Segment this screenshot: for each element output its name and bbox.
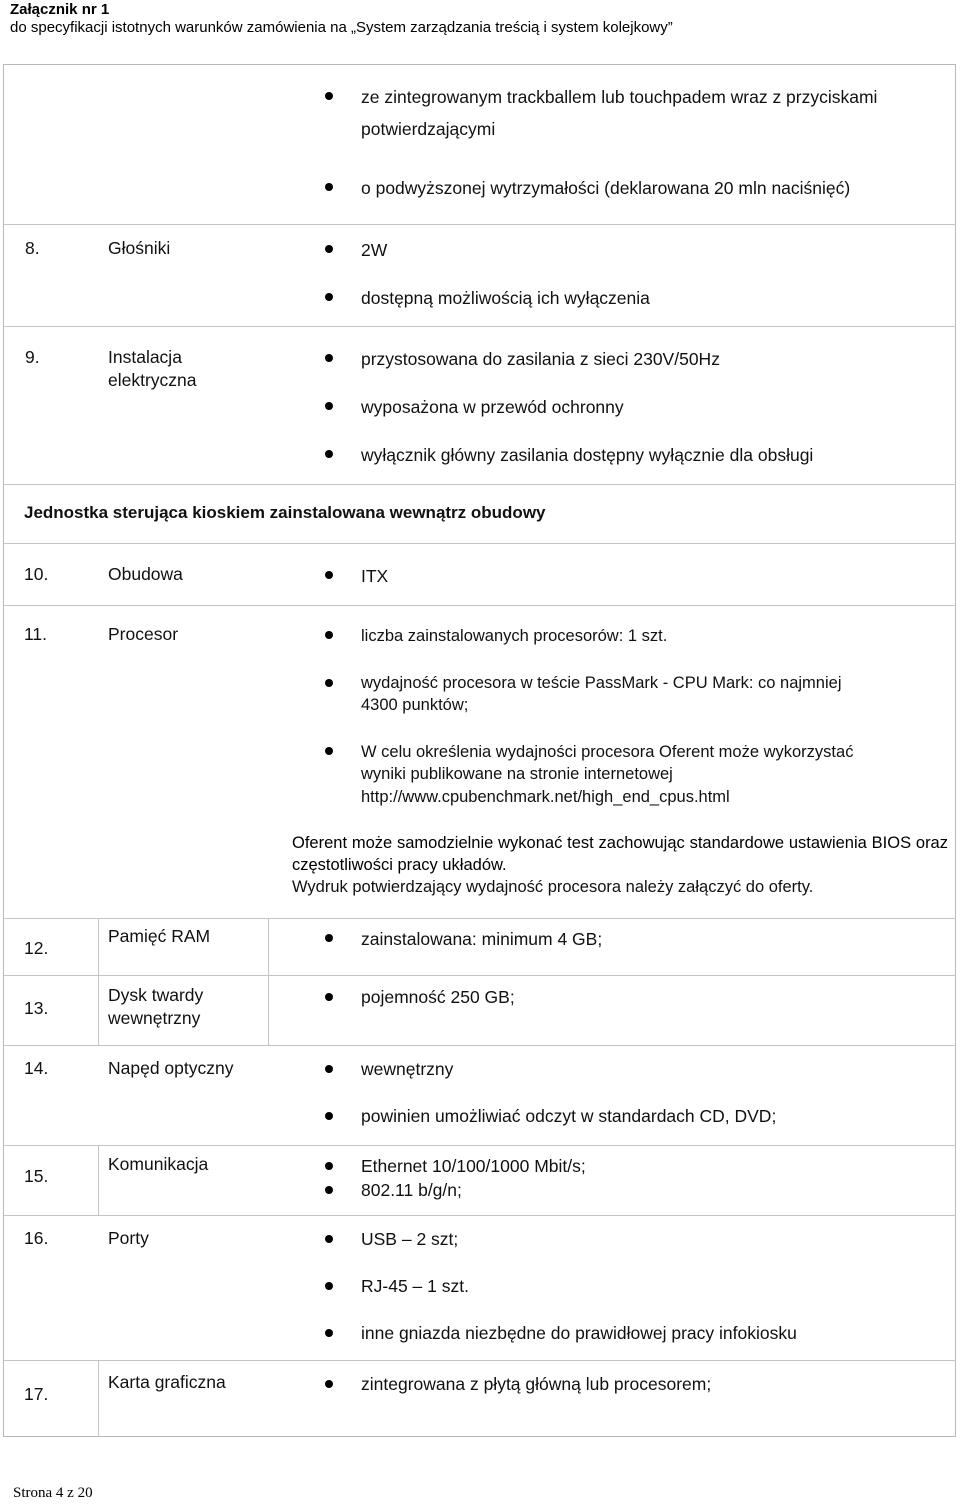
row-number: 14.	[24, 1058, 49, 1078]
bullet	[325, 402, 333, 410]
spec-item: wewnętrzny	[361, 1059, 454, 1079]
row-label: elektryczna	[108, 370, 197, 390]
bullet	[325, 679, 333, 687]
row-label: Instalacja	[108, 347, 182, 367]
row-number: 15.	[24, 1166, 49, 1186]
column-divider	[98, 1145, 99, 1215]
row-divider	[3, 1145, 956, 1146]
spec-item: 4300 punktów;	[361, 696, 469, 714]
row-divider	[3, 326, 956, 327]
row-divider	[3, 975, 956, 976]
bullet	[325, 934, 333, 942]
bullet	[325, 993, 333, 1001]
row-divider	[3, 543, 956, 544]
row-label: Procesor	[108, 624, 179, 644]
row-divider	[3, 1215, 956, 1216]
spec-item: 802.11 b/g/n;	[361, 1180, 462, 1200]
spec-item: 2W	[361, 240, 388, 260]
bullet	[325, 450, 333, 458]
row-label: Obudowa	[108, 564, 183, 584]
bullet	[325, 1329, 333, 1337]
section-heading: Jednostka sterująca kioskiem zainstalowana wewnątrz obudowy	[24, 503, 546, 522]
attachment-subtitle: do specyfikacji istotnych warunków zamówienia na „System zarządzania treścią i system kolejkowy”	[10, 19, 673, 36]
bullet	[325, 1235, 333, 1243]
row-divider	[3, 605, 956, 606]
row-divider	[3, 918, 956, 919]
row-label: Karta graficzna	[108, 1372, 226, 1392]
row-number: 12.	[24, 938, 49, 958]
bullet	[325, 183, 333, 191]
spec-item: liczba zainstalowanych procesorów: 1 szt.	[361, 627, 668, 645]
document-header	[10, 1, 673, 37]
row-divider	[3, 1360, 956, 1361]
bullet	[325, 1112, 333, 1120]
spec-item: wydajność procesora w teście PassMark - CPU Mark: co najmniej	[361, 674, 842, 692]
spec-item: wyposażona w przewód ochronny	[361, 397, 624, 417]
benchmark-url: http://www.cpubenchmark.net/high_end_cpus.html	[361, 788, 730, 806]
spec-item: inne gniazda niezbędne do prawidłowej pracy infokiosku	[361, 1323, 797, 1343]
spec-item: pojemność 250 GB;	[361, 987, 515, 1007]
bullet	[325, 92, 333, 100]
row-divider	[3, 1045, 956, 1046]
row-number: 9.	[25, 347, 40, 367]
note-paragraph: Wydruk potwierdzający wydajność procesora należy załączyć do oferty.	[292, 878, 814, 896]
row-divider	[3, 484, 956, 485]
row-label: Pamięć RAM	[108, 926, 211, 946]
bullet	[325, 245, 333, 253]
row-label: Napęd optyczny	[108, 1058, 234, 1078]
column-divider	[98, 918, 99, 1045]
bullet	[325, 1282, 333, 1290]
row-label: Porty	[108, 1228, 149, 1248]
spec-item: RJ-45 – 1 szt.	[361, 1276, 469, 1296]
spec-item: zintegrowana z płytą główną lub procesorem;	[361, 1374, 712, 1394]
bullet	[325, 1162, 333, 1170]
column-divider	[98, 1360, 99, 1437]
spec-item: wyłącznik główny zasilania dostępny wyłącznie dla obsługi	[361, 445, 814, 465]
spec-item: dostępną możliwością ich wyłączenia	[361, 288, 650, 308]
bullet	[325, 571, 333, 579]
note-paragraph: Oferent może samodzielnie wykonać test zachowując standardowe ustawienia BIOS oraz częstotliwości pracy układów.	[292, 834, 948, 874]
bullet	[325, 747, 333, 755]
bullet	[325, 354, 333, 362]
row-number: 11.	[24, 624, 48, 644]
spec-item: Ethernet 10/100/1000 Mbit/s;	[361, 1156, 586, 1176]
row-label: Komunikacja	[108, 1154, 209, 1174]
row-label: Głośniki	[108, 238, 171, 258]
row-number: 13.	[24, 998, 49, 1018]
row-number: 17.	[24, 1384, 49, 1404]
row-number: 10.	[24, 564, 49, 584]
bullet	[325, 1065, 333, 1073]
spec-item: potwierdzającymi	[361, 119, 496, 139]
column-divider	[268, 918, 269, 1045]
bullet	[325, 293, 333, 301]
row-label: Dysk twardy	[108, 985, 204, 1005]
row-divider	[3, 224, 956, 225]
spec-item: wyniki publikowane na stronie internetowej	[361, 765, 673, 783]
bullet	[325, 631, 333, 639]
spec-item: ITX	[361, 566, 389, 586]
bullet	[325, 1186, 333, 1194]
spec-item: o podwyższonej wytrzymałości (deklarowana 20 mln naciśnięć)	[361, 178, 851, 198]
spec-item: powinien umożliwiać odczyt w standardach CD, DVD;	[361, 1106, 777, 1126]
row-number: 8.	[25, 238, 40, 258]
spec-item: ze zintegrowanym trackballem lub touchpadem wraz z przyciskami	[361, 87, 878, 107]
page-number: Strona 4 z 20	[13, 1485, 93, 1501]
spec-item: USB – 2 szt;	[361, 1229, 459, 1249]
spec-item: przystosowana do zasilania z sieci 230V/50Hz	[361, 349, 720, 369]
attachment-title: Załącznik nr 1	[10, 1, 110, 18]
spec-item: W celu określenia wydajności procesora Oferent może wykorzystać	[361, 743, 854, 761]
bullet	[325, 1380, 333, 1388]
spec-item: zainstalowana: minimum 4 GB;	[361, 929, 603, 949]
row-number: 16.	[24, 1228, 49, 1248]
row-label: wewnętrzny	[108, 1008, 201, 1028]
